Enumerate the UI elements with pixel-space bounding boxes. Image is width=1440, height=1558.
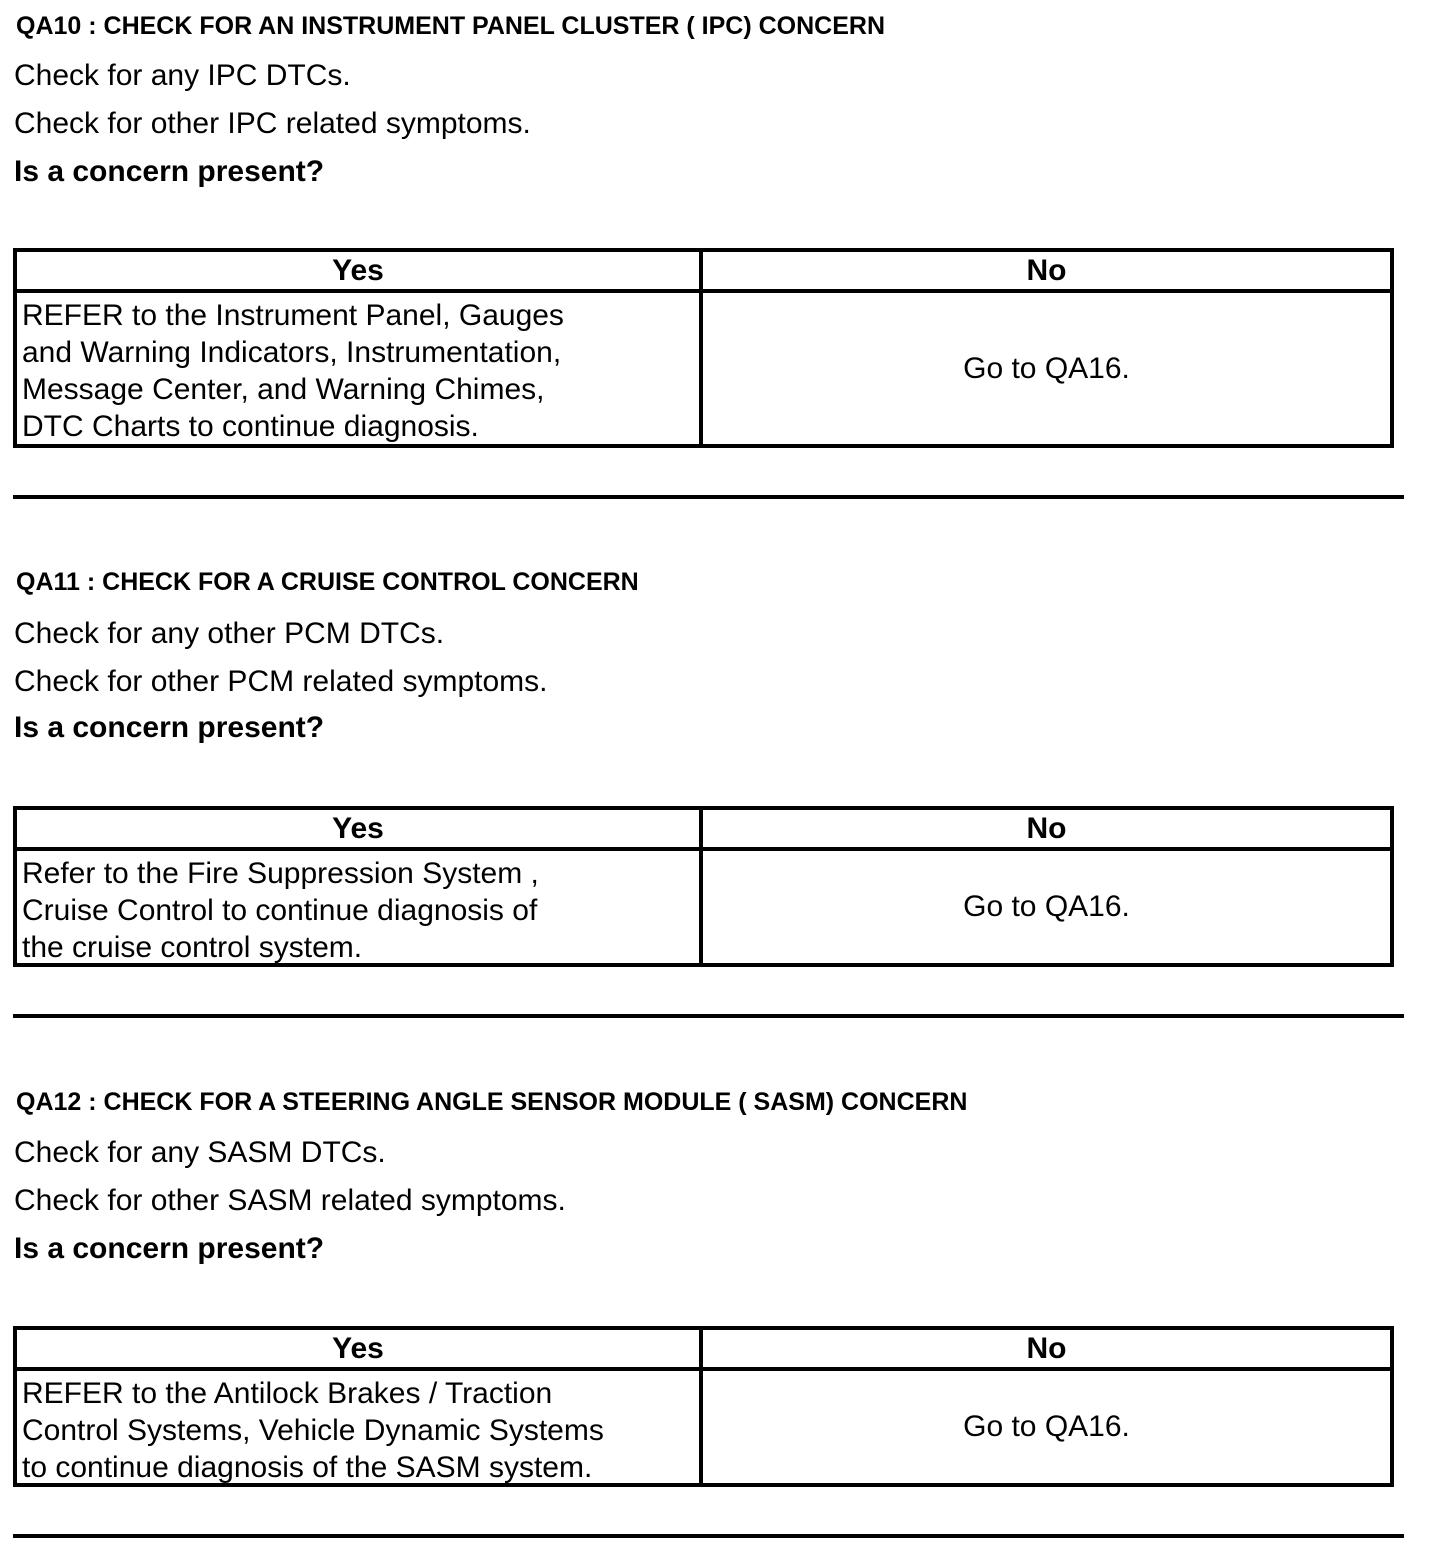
yes-cell: REFER to the Instrument Panel, Gauges and Warning Indicators, Instrumentation, Message Center, and Warning Chimes, DTC Charts to continue diagnosis. — [17, 293, 703, 444]
section-heading: QA12 : CHECK FOR A STEERING ANGLE SENSOR MODULE ( SASM) CONCERN — [16, 1088, 968, 1116]
section-divider — [13, 1534, 1404, 1538]
table-header-row — [17, 1330, 1390, 1371]
instruction-line: Check for any IPC DTCs. — [14, 59, 351, 92]
question-text: Is a concern present? — [14, 1232, 325, 1265]
yes-cell: REFER to the Antilock Brakes / Traction Control Systems, Vehicle Dynamic Systems to continue diagnosis of the SASM system. — [17, 1371, 703, 1483]
yes-header: Yes — [17, 252, 703, 289]
no-cell: Go to QA16. — [963, 351, 1130, 385]
instruction-line: Check for other SASM related symptoms. — [14, 1184, 566, 1217]
no-header: No — [1026, 1332, 1067, 1365]
yes-header: Yes — [17, 810, 703, 847]
yes-cell: Refer to the Fire Suppression System , Cruise Control to continue diagnosis of the cruise control system. — [17, 851, 703, 963]
instruction-line: Check for any SASM DTCs. — [14, 1136, 386, 1169]
no-cell: Go to QA16. — [963, 890, 1130, 923]
no-header: No — [1026, 812, 1067, 845]
decision-table — [13, 1326, 1394, 1487]
instruction-line: Check for any other PCM DTCs. — [14, 617, 445, 650]
yes-header: Yes — [17, 1330, 703, 1367]
question-text: Is a concern present? — [14, 711, 325, 744]
instruction-line: Check for other PCM related symptoms. — [14, 665, 548, 698]
question-text: Is a concern present? — [14, 155, 325, 188]
table-row — [17, 1371, 1390, 1483]
section-heading: QA10 : CHECK FOR AN INSTRUMENT PANEL CLUSTER ( IPC) CONCERN — [16, 12, 886, 40]
no-header: No — [1026, 254, 1067, 287]
no-cell: Go to QA16. — [963, 1410, 1130, 1443]
instruction-line: Check for other IPC related symptoms. — [14, 107, 531, 140]
section-heading: QA11 : CHECK FOR A CRUISE CONTROL CONCERN — [16, 568, 639, 596]
